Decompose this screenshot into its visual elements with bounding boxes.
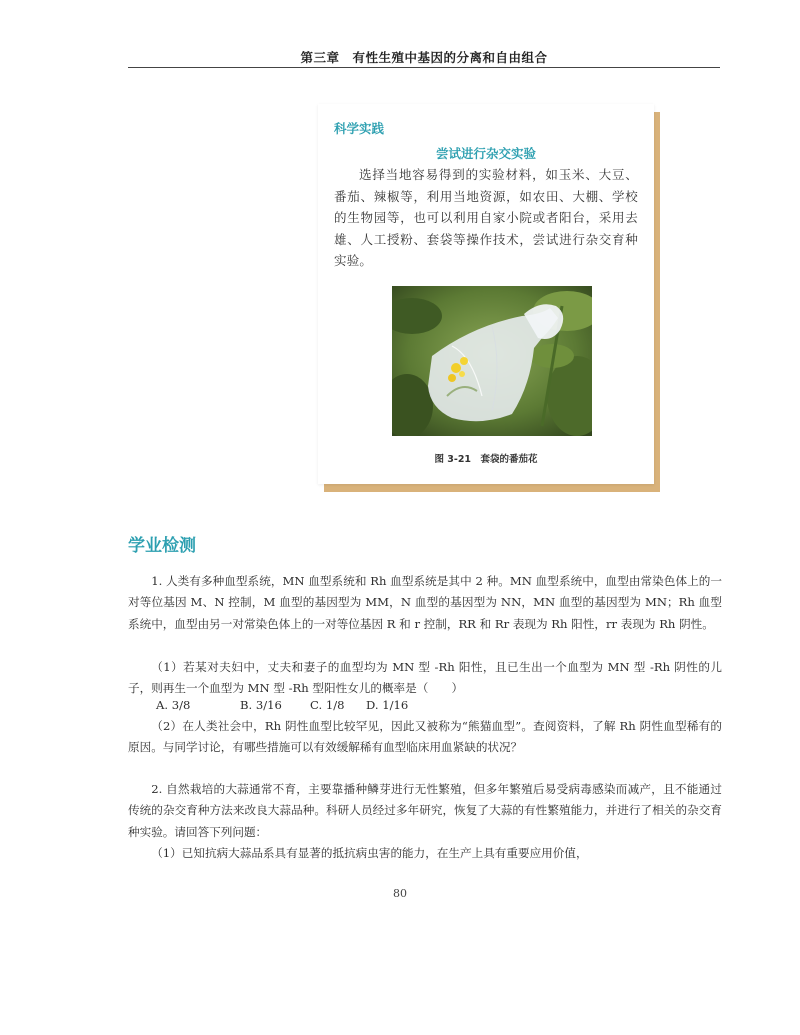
- section-title: 学业检测: [128, 536, 196, 556]
- question-1-part-2: （2）在人类社会中，Rh 阴性血型比较罕见，因此又被称为“熊猫血型”。查阅资料，了解 Rh 阴性血型稀有的原因。与同学讨论，有哪些措施可以有效缓解稀有血型临床用血紧缺的状况？: [128, 719, 722, 755]
- option-d: D. 1/16: [366, 698, 409, 712]
- practice-box-kicker: 科学实践: [334, 121, 385, 136]
- option-c: C. 1/8: [310, 698, 345, 712]
- question-1-part-1: （1）若某对夫妇中，丈夫和妻子的血型均为 MN 型 -Rh 阳性，且已生出一个血型为 MN 型 -Rh 阴性的儿子，则再生一个血型为 MN 型 -Rh 型阳性女儿的概率是（ ）: [128, 660, 722, 696]
- question-2-stem: 2. 自然栽培的大蒜通常不育，主要靠播种鳞芽进行无性繁殖，但多年繁殖后易受病毒感染而减产，且不能通过传统的杂交育种方法来改良大蒜品种。科研人员经过多年研究，恢复了大蒜的有性繁殖能力，并进行了相关的杂交育种实验。请回答下列问题：: [128, 782, 722, 839]
- question-1-stem: 1. 人类有多种血型系统，MN 血型系统和 Rh 血型系统是其中 2 种。MN 血型系统中，血型由常染色体上的一对等位基因 M、N 控制，M 血型的基因型为 MM，N 血型的基因型为 NN，MN 血型的基因型为 MN；Rh 血型系统中，血型由另一对常染色体上的一对等位基因 R 和 r 控制，RR 和 Rr 表现为 Rh 阳性，rr 表现为 Rh 阴性。: [128, 574, 722, 631]
- question-1-options: [156, 695, 408, 716]
- practice-box-body: 选择当地容易得到的实验材料，如玉米、大豆、番茄、辣椒等，利用当地资源，如农田、大棚、学校的生物园等，也可以利用自家小院或者阳台，采用去雄、人工授粉、套袋等操作技术，尝试进行杂交育种实验。: [334, 167, 638, 268]
- practice-box-title: 尝试进行杂交实验: [435, 146, 536, 161]
- bagged-flower-illustration: [392, 286, 592, 436]
- question-2-part-1: （1）已知抗病大蒜品系具有显著的抵抗病虫害的能力，在生产上具有重要应用价值，: [151, 846, 588, 860]
- page-number: 80: [393, 887, 407, 900]
- figure-caption: 图 3-21 套袋的番茄花: [434, 454, 538, 465]
- option-b: B. 3/16: [240, 698, 282, 712]
- practice-box: [318, 104, 654, 484]
- running-head: 第三章 有性生殖中基因的分离和自由组合: [300, 50, 548, 65]
- figure-photo-bagged-tomato-flower: [392, 286, 592, 436]
- header-rule: [128, 67, 720, 68]
- option-a: A. 3/8: [156, 698, 191, 712]
